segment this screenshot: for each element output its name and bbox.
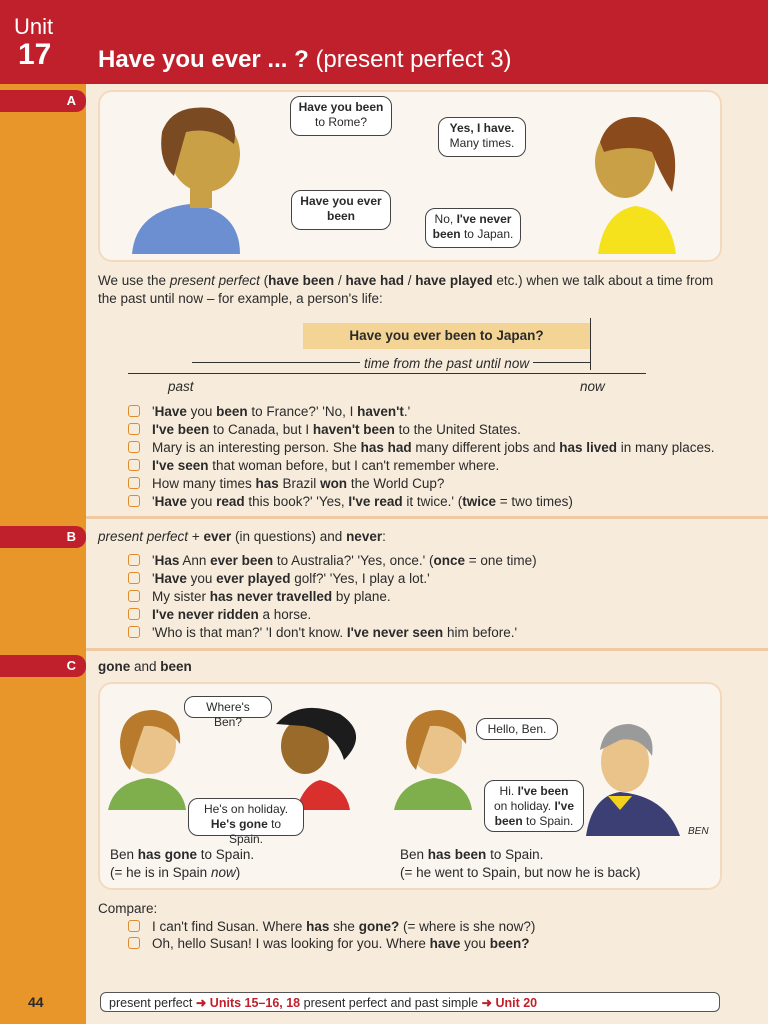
section-divider xyxy=(86,516,768,519)
checkbox-bullet-icon xyxy=(128,459,140,471)
example-sentence: 'Have you ever played golf?' 'Yes, I play a lot.' xyxy=(128,570,430,588)
example-sentence: 'Who is that man?' 'I don't know. I've never seen him before.' xyxy=(128,624,517,642)
people-illustration xyxy=(100,92,720,260)
section-tab-a: A xyxy=(0,90,86,112)
unit-20-link[interactable]: ➜ Unit 20 xyxy=(481,996,538,1010)
past-label: past xyxy=(168,379,194,394)
section-tab-b: B xyxy=(0,526,86,548)
section-tab-c: C xyxy=(0,655,86,677)
now-marker xyxy=(590,318,591,370)
example-sentence: My sister has never travelled by plane. xyxy=(128,588,391,606)
checkbox-bullet-icon xyxy=(128,405,140,417)
speech-bubble: Yes, I have. Many times. xyxy=(438,117,526,157)
speech-bubble: Have you been to Rome? xyxy=(290,96,392,136)
page-title: Have you ever ... ? (present perfect 3) xyxy=(98,46,512,73)
example-sentence: I've never ridden a horse. xyxy=(128,606,311,624)
speech-bubble: He's on holiday. He's gone to Spain. xyxy=(188,798,304,836)
c-heading: gone and been xyxy=(98,659,192,674)
example-sentence: 'Has Ann ever been to Australia?' 'Yes, once.' (once = one time) xyxy=(128,552,537,570)
speech-bubble: Have you ever been xyxy=(291,190,391,230)
page-number: 44 xyxy=(28,994,44,1010)
girl-figure-right xyxy=(394,710,472,810)
now-label: now xyxy=(580,379,605,394)
left-margin xyxy=(0,0,86,1024)
b-intro: present perfect + ever (in questions) and never: xyxy=(98,529,386,544)
checkbox-bullet-icon xyxy=(128,423,140,435)
compare-row: Oh, hello Susan! I was looking for you. Where have you been? xyxy=(128,935,529,953)
example-sentence: How many times has Brazil won the World Cup? xyxy=(128,475,444,493)
example-sentence: 'Have you been to France?' 'No, I haven't.' xyxy=(128,403,410,421)
cross-reference-bar: present perfect ➜ Units 15–16, 18 present perfect and past simple ➜ Unit 20 xyxy=(100,992,720,1012)
checkbox-bullet-icon xyxy=(128,495,140,507)
speech-bubble: No, I've never been to Japan. xyxy=(425,208,521,248)
unit-label: Unit xyxy=(14,14,54,39)
timeline-axis xyxy=(128,373,646,374)
unit-number: 17 xyxy=(18,38,52,71)
example-sentence: 'Have you read this book?' 'Yes, I've read it twice.' (twice = two times) xyxy=(128,493,573,511)
speech-bubble: Where's Ben? xyxy=(184,696,272,718)
caption-left: Ben has gone to Spain. (= he is in Spain now) xyxy=(110,847,255,880)
timeline-label: time from the past until now xyxy=(360,355,533,373)
checkbox-bullet-icon xyxy=(128,626,140,638)
checkbox-bullet-icon xyxy=(128,477,140,489)
example-sentence: Mary is an interesting person. She has had many different jobs and has lived in many places. xyxy=(128,439,715,457)
checkbox-bullet-icon xyxy=(128,608,140,620)
intro-paragraph: We use the present perfect (have been / have had / have played etc.) when we talk about a time from the past until now – for example, a person's life: xyxy=(98,273,714,306)
compare-row: I can't find Susan. Where has she gone? (= where is she now?) xyxy=(128,918,535,936)
units-link[interactable]: ➜ Units 15–16, 18 xyxy=(195,996,301,1010)
woman-figure-c xyxy=(276,708,356,810)
girl-figure-left xyxy=(108,710,186,810)
ben-label: BEN xyxy=(688,826,709,837)
section-divider xyxy=(86,648,768,651)
compare-label: Compare: xyxy=(98,901,158,916)
checkbox-bullet-icon xyxy=(128,590,140,602)
woman-figure xyxy=(595,117,676,254)
caption-right: Ben has been to Spain. (= he went to Spain, but now he is back) xyxy=(400,847,641,880)
checkbox-bullet-icon xyxy=(128,441,140,453)
speech-bubble: Hello, Ben. xyxy=(476,718,558,740)
timeline-question: Have you ever been to Japan? xyxy=(303,323,590,349)
checkbox-bullet-icon xyxy=(128,554,140,566)
example-sentence: I've seen that woman before, but I can't remember where. xyxy=(128,457,499,475)
illustration-panel-a xyxy=(100,92,720,260)
ben-figure xyxy=(586,724,680,836)
speech-bubble: Hi. I've been on holiday. I've been to Spain. xyxy=(484,780,584,832)
man-figure xyxy=(132,108,240,255)
checkbox-bullet-icon xyxy=(128,572,140,584)
example-sentence: I've been to Canada, but I haven't been to the United States. xyxy=(128,421,521,439)
